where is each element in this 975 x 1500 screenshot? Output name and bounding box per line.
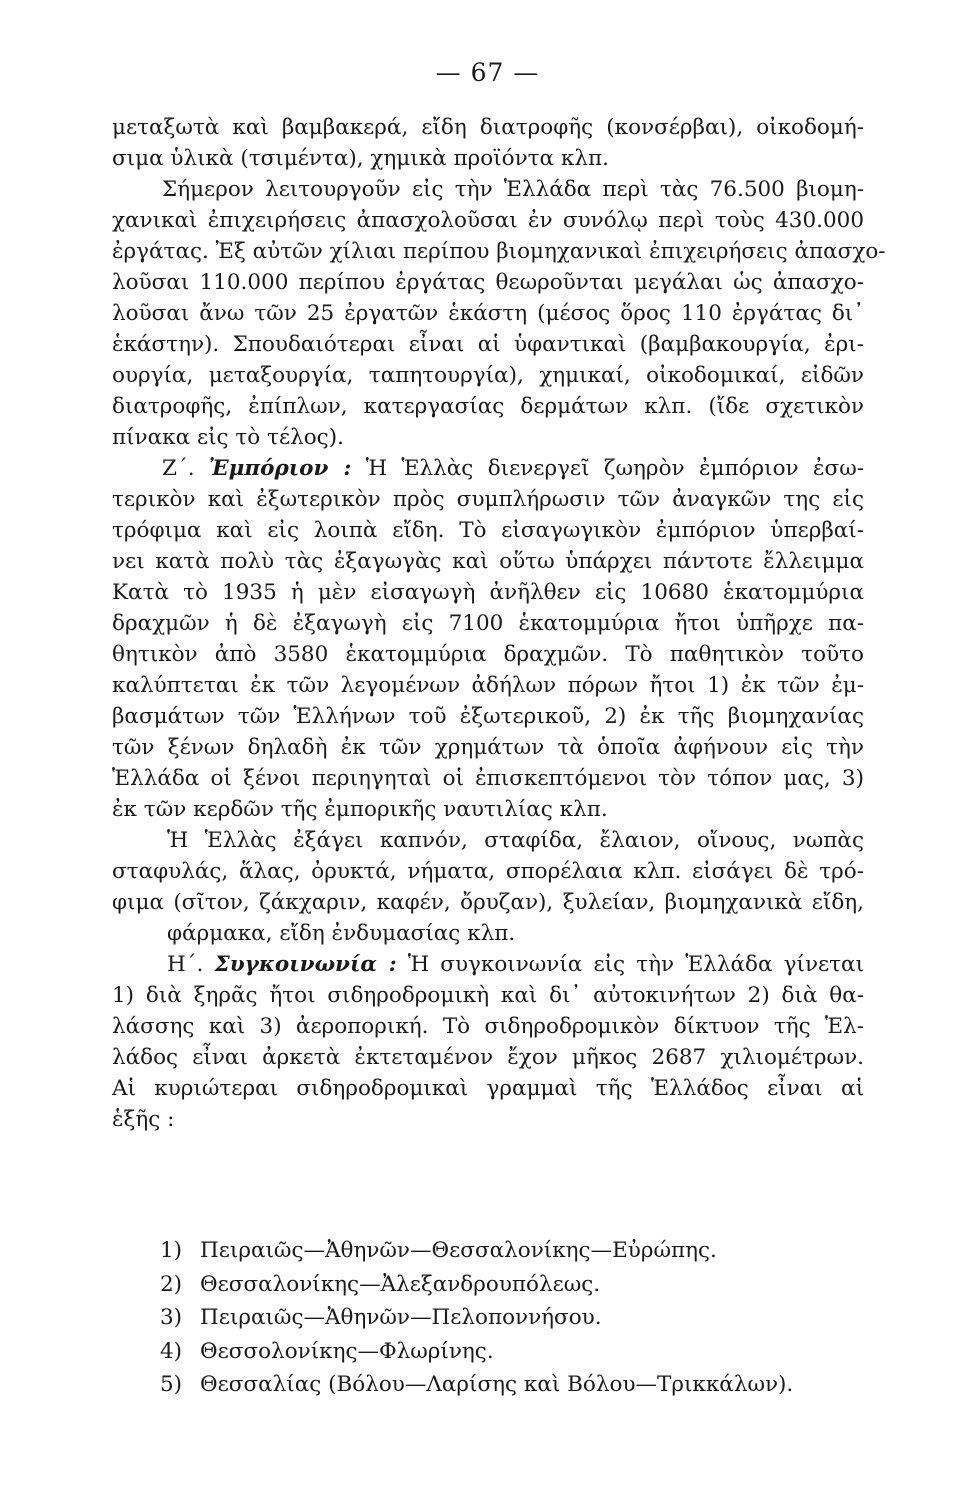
list-item-number: 3): [160, 1305, 183, 1330]
body-text: [112, 112, 886, 1135]
list-item-text: Πειραιῶς—Ἀθηνῶν—Θεσσαλονίκης—Εὐρώπης.: [200, 1238, 717, 1263]
text-line: φάρμακα, εἴδη ἐνδυμασίας κλπ.: [167, 921, 516, 946]
text-line: τερικὸν καὶ ἐξωτερικὸν πρὸς συμπλήρωσιν τῶν ἀναγκῶν της εἰς: [112, 487, 864, 512]
section-number: Ζ΄.: [162, 456, 195, 481]
text-line: ουργία, μεταξουργία, ταπητουργία), χημικαί, οἰκοδομικαί, εἰδῶν: [112, 363, 864, 388]
text-span: Ἡ Ἑλλὰς διενεργεῖ ζωηρὸν ἐμπόριον ἐσω-: [365, 456, 864, 481]
text-line: διατροφῆς, ἐπίπλων, κατεργασίας δερμάτων κλπ. (ἴδε σχετικὸν: [112, 394, 864, 419]
text-line: λοῦσαι 110.000 περίπου ἐργάτας θεωροῦνται μεγάλαι ὡς ἀπασχο-: [112, 270, 864, 295]
section-number: Η΄.: [167, 952, 204, 977]
list-item-text: Πειραιῶς—Ἀθηνῶν—Πελοποννήσου.: [200, 1305, 602, 1330]
text-line: χανικαὶ ἐπιχειρήσεις ἀπασχολοῦσαι ἐν συνόλῳ περὶ τοὺς 430.000: [112, 208, 864, 233]
text-line: μεταξωτὰ καὶ βαμβακερά, εἴδη διατροφῆς (κονσέρβαι), οἰκοδομή-: [112, 115, 864, 140]
text-line: ἑξῆς :: [112, 1107, 175, 1132]
list-item-number: 2): [160, 1271, 183, 1297]
text-line: 1) διὰ ξηρᾶς ἤτοι σιδηροδρομικὴ καὶ δι᾽ αὐτοκινήτων 2) διὰ θα-: [112, 983, 864, 1008]
list-item: [160, 1234, 860, 1268]
list-item-number: 5): [160, 1372, 183, 1397]
list-item-number: 4): [160, 1338, 183, 1364]
text-line: τῶν ξένων δηλαδὴ ἐκ τῶν χρημάτων τὰ ὁποῖα ἀφήνουν εἰς τὴν: [112, 735, 864, 760]
text-line: φιμα (σῖτον, ζάκχαριν, καφέν, ὄρυζαν), ξυλείαν, βιομηχανικὰ εἴδη,: [112, 890, 864, 915]
text-line: ἐργάτας. Ἐξ αὐτῶν χίλιαι περίπου βιομηχανικαὶ ἐπιχειρήσεις ἀπασχο-: [112, 239, 886, 264]
text-line: πίνακα εἰς τὸ τέλος).: [112, 425, 344, 450]
list-item: [160, 1268, 860, 1302]
text-line: δραχμῶν ἡ δὲ ἐξαγωγὴ εἰς 7100 ἑκατομμύρια ἤτοι ὑπῆρχε πα-: [112, 611, 864, 636]
text-line: Αἱ κυριώτεραι σιδηροδρομικαὶ γραμμαὶ τῆς Ἑλλάδος εἶναι αἱ: [112, 1076, 864, 1101]
text-line: σταφυλάς, ἅλας, ὀρυκτά, νήματα, σπορέλαια κλπ. εἰσάγει δὲ τρό-: [112, 859, 864, 884]
text-line: καλύπτεται ἐκ τῶν λεγομένων ἀδήλων πόρων ἤτοι 1) ἐκ τῶν ἐμ-: [112, 673, 864, 698]
list-item: [160, 1335, 860, 1369]
text-span: Ἡ συγκοινωνία εἰς τὴν Ἑλλάδα γίνεται: [407, 952, 864, 977]
section-heading-line: [112, 453, 864, 484]
railway-lines-list: [160, 1234, 860, 1402]
text-line: νει κατὰ πολὺ τὰς ἐξαγωγὰς καὶ οὕτω ὑπάρχει πάντοτε ἔλλειμμα: [112, 549, 864, 574]
text-line: θητικὸν ἀπὸ 3580 ἑκατομμύρια δραχμῶν. Τὸ παθητικὸν τοῦτο: [112, 642, 864, 667]
section-title: Ἐμπόριον :: [208, 456, 352, 481]
text-line: βασμάτων τῶν Ἑλλήνων τοῦ ἐξωτερικοῦ, 2) ἐκ τῆς βιομηχανίας: [112, 704, 864, 729]
section-title: Συγκοινωνία :: [214, 952, 397, 977]
text-line: σιμα ὑλικὰ (τσιμέντα), χημικὰ προϊόντα κλπ.: [112, 146, 609, 171]
text-line: Κατὰ τὸ 1935 ἡ μὲν εἰσαγωγὴ ἀνῆλθεν εἰς 10680 ἑκατομμύρια: [112, 580, 864, 605]
text-line: ἑκάστην). Σπουδαιότεραι εἶναι αἱ ὑφαντικαὶ (βαμβακουργία, ἐρι-: [112, 332, 864, 357]
list-item-text: Θεσσολονίκης—Φλωρίνης.: [200, 1338, 494, 1364]
list-item-text: Θεσσαλίας (Βόλου—Λαρίσης καὶ Βόλου—Τρικκάλων).: [200, 1372, 794, 1397]
page-number: — 67 —: [435, 58, 540, 87]
text-line: λάδος εἶναι ἀρκετὰ ἐκτεταμένον ἔχον μῆκος 2687 χιλιομέτρων.: [112, 1045, 864, 1070]
list-item: [160, 1368, 860, 1402]
text-line: ἐκ τῶν κερδῶν τῆς ἐμπορικῆς ναυτιλίας κλπ.: [112, 797, 608, 822]
text-line: τρόφιμα καὶ εἰς λοιπὰ εἴδη. Τὸ εἰσαγωγικὸν ἐμπόριον ὑπερβαί-: [112, 518, 864, 543]
text-line: λάσσης καὶ 3) ἀεροπορική. Τὸ σιδηροδρομικὸν δίκτυον τῆς Ἑλ-: [112, 1014, 864, 1039]
section-heading-line: [112, 949, 864, 980]
list-item: [160, 1301, 860, 1335]
list-item-text: Θεσσαλονίκης—Ἀλεξανδρουπόλεως.: [200, 1271, 601, 1297]
text-line: Ἑλλάδα οἱ ξένοι περιηγηταὶ οἱ ἐπισκεπτόμενοι τὸν τόπον μας, 3): [112, 766, 864, 791]
text-line: Σήμερον λειτουργοῦν εἰς τὴν Ἑλλάδα περὶ τὰς 76.500 βιομη-: [162, 177, 864, 202]
list-item-number: 1): [160, 1238, 183, 1263]
text-line: λοῦσαι ἄνω τῶν 25 ἐργατῶν ἑκάστη (μέσος ὅρος 110 ἐργάτας δι᾽: [112, 301, 864, 326]
text-line: Ἡ Ἑλλὰς ἐξάγει καπνόν, σταφίδα, ἔλαιον, οἴνους, νωπὰς: [167, 828, 864, 853]
